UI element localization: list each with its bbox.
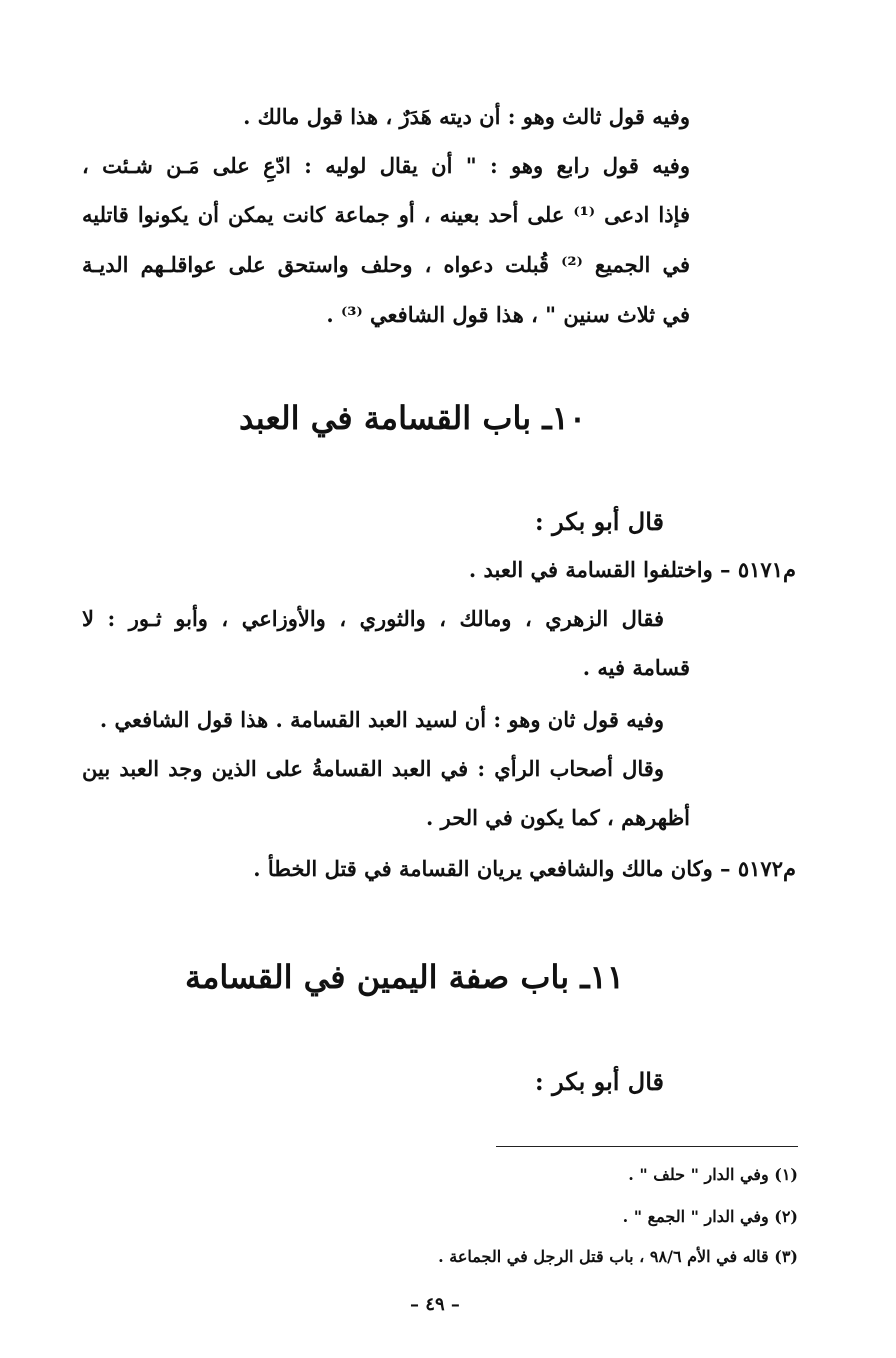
text-line-5: في ثلاث سنين " ، هذا قول الشافعي ⁽³⁾ . <box>326 302 690 327</box>
section-11-said: قال أبو بكر : <box>534 1067 664 1096</box>
issue-5172: م٥١٧٢ – وكان مالك والشافعي يريان القسامة في قتل الخطأ . <box>253 856 796 881</box>
footnote-3: (٣) قاله في الأم ٩٨/٦ ، باب قتل الرجل في الجماعة . <box>438 1247 798 1266</box>
issue-5171: م٥١٧١ – واختلفوا القسامة في العبد . <box>468 557 796 582</box>
section-10-para-2: وفيه قول ثان وهو : أن لسيد العبد القسامة . هذا قول الشافعي . <box>99 707 664 732</box>
section-10-said: قال أبو بكر : <box>534 507 664 536</box>
page-number: – ٤٩ – <box>410 1294 460 1315</box>
text-line-4: في الجميع ⁽²⁾ قُبلت دعواه ، وحلف واستحق على عواقلـهم الديـة <box>82 252 690 277</box>
section-11-heading: ١١ـ باب صفة اليمين في القسامة <box>185 958 624 996</box>
footnote-separator <box>496 1146 798 1147</box>
footnote-1: (١) وفي الدار " حلف " . <box>628 1165 798 1184</box>
footnote-2: (٢) وفي الدار " الجمع " . <box>622 1207 798 1226</box>
text-line-1: وفيه قول ثالث وهو : أن ديته هَدَرٌ ، هذا قول مالك . <box>243 104 690 129</box>
text-line-3: فإذا ادعى ⁽¹⁾ على أحد بعينه ، أو جماعة كانت يمكن أن يكونوا قاتليه <box>82 202 690 227</box>
section-10-para-1b: قسامة فيه . <box>582 655 690 680</box>
text-line-2: وفيه قول رابع وهو : " أن يقال لوليه : ادّعِ على مَـن شـئت ، <box>82 153 690 178</box>
section-10-para-1a: فقال الزهري ، ومالك ، والثوري ، والأوزاعي ، وأبو ثـور : لا <box>82 606 664 631</box>
section-10-heading: ١٠ـ باب القسامة في العبد <box>238 399 586 437</box>
section-10-para-3a: وقال أصحاب الرأي : في العبد القسامةُ على الذين وجد العبد بين <box>82 756 664 781</box>
section-10-para-3b: أظهرهم ، كما يكون في الحر . <box>426 805 690 830</box>
